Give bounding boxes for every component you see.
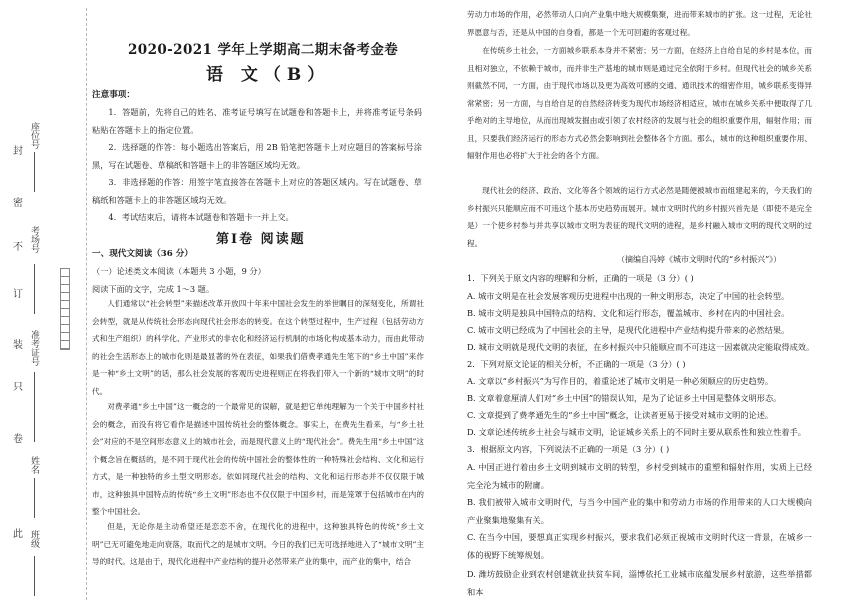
seal-char: 订 <box>13 289 23 300</box>
exam-title: 2020-2021 学年上学期高二期末备考金卷 <box>128 42 399 58</box>
field-candidate-number: 准考证号 <box>29 330 39 366</box>
answer-option[interactable]: D. 城市文明就是现代文明的表征，在乡村振兴中只能顺应而不可违这一因素就决定能取得成效。 <box>467 342 815 352</box>
seal-char: 此 <box>13 529 23 540</box>
seal-char: 卷 <box>13 434 23 445</box>
seal-char: 装 <box>13 340 23 351</box>
question-stem: 2．下列对原文论证的相关分析，不正确的一项是（3 分）( ) <box>467 359 686 369</box>
passage-paragraph: 但是，无论你是主动希望还是恋恋不舍，在现代化的进程中，这种独具特色的传统“乡土文明”已无可避免地走向衰落，取而代之的是城市文明。今日的我们已无可选择地进入了“城市文明”主导的时代。这是由于，现代化进程中产业结构的提升必然带来产业的集中，而产业的集中，结合 <box>92 522 424 566</box>
answer-option[interactable]: B. 我们被带入城市文明时代，与当今中国产业的集中和劳动力市场的作用带来的人口大规模向产业聚集地聚集有关。 <box>467 497 812 525</box>
field-name: 姓名 <box>29 456 39 474</box>
notes-heading: 注意事项： <box>92 90 135 100</box>
passage-source: （摘编自冯婷《城市文明时代的“乡村振兴”》） <box>617 255 782 264</box>
part-title: 第Ⅰ卷 阅读题 <box>216 232 306 247</box>
field-exam-room: 考场号 <box>29 226 39 253</box>
note-item: 2．选择题的作答：每小题选出答案后，用 2B 铅笔把答题卡上对应题目的答案标号涂黑，写在试题卷、草稿纸和答题卡上的非答题区域均无效。 <box>92 142 422 170</box>
passage-paragraph: 对费孝通“乡土中国”这一概念的一个最常见的误解，就是把它单纯理解为一个关于中国乡村社会的概念，而没有将它看作是描述中国传统社会的整体概念。事实上，在费先生看来，与“乡土社会”对应的不是空间形态意义上的城市社会，而是现代意义上的“现代社会”。费先生用“乡土中国”这个概念旨在概括的，是不同于现代社会的传统中国社会的整体性的一种特殊社会结构、文化和运行方式，是一种独特的乡土型文明形态。依如同现代社会的结构、文化和运行形态并不仅仅限于城市，这种独具中国特点的传统“乡土文明”形态也不仅仅限于中国乡村，而是笼罩于包括城市在内的整个中国社会。 <box>92 402 424 516</box>
binding-margin <box>0 0 86 608</box>
answer-option[interactable]: A. 中国正进行着由乡土文明到城市文明的转型，乡村受到城市的重塑和辐射作用，实质上已经完全沦为城市的附庸。 <box>467 462 812 490</box>
reading-instruction: 阅读下面的文字，完成 1～3 题。 <box>92 284 215 294</box>
passage-paragraph: 人们通常以“社会转型”来描述改革开放四十年来中国社会发生的举世瞩目的深刻变化，所谓社会转型，就是从传统社会形态向现代社会形态的转变。在这个转型过程中，生产过程（包括劳动方式和生产组织）的科学化、产业形式的非农化和经济运行机制的市场化构成基本动力，而由此带动的社会生活形态上的城市化则是最显著的外在表征，如果我们借费孝通先生笔下的“乡土中国”来作是一种“乡土文明”的话，那么社会发展的客观历史进程则正在将我们带入一个新的“城市文明”的时代。 <box>92 299 424 396</box>
exam-room-line[interactable] <box>34 264 35 314</box>
answer-option[interactable]: A. 文章以“乡村振兴”为写作目的，着重论述了城市文明是一种必须顺应的历史趋势。 <box>467 376 774 386</box>
question-stem: 1．下列关于原文内容的理解和分析，正确的一项是（3 分）( ) <box>467 273 694 283</box>
seal-char: 不 <box>13 242 23 253</box>
passage-paragraph: 在传统乡土社会，一方面城乡联系本身并不紧密；另一方面，在经济上自给自足的乡村是本位，而且相对独立，不依赖于城市，而并非生产基地的城市则是通过完全依附于乡村。但现代社会的城乡关系则截然不同，一方面，由于现代市场以及更为高效可感的交通、通讯技术的细密作用，城乡联系变得异常紧密；另一方面，与自给自足的自然经济转变为现代市场经济相适应，城市在城乡关系中便取得了几乎绝对的主导地位，从而出现城发掘由或引领了农村经济的发展与社会的组织重要作用，辐射作用；而且，只要我们经济运行的形态方式必然会影响到社会整体各个方面。那么，城市的这种组织重要作用、辐射作用也必将扩大于社会的各个方面。 <box>467 46 812 160</box>
seat-number-line[interactable] <box>34 152 35 192</box>
answer-option[interactable]: C. 文章提到了费孝通先生的“乡土中国”概念，让读者更易于接受对城市文明的论述。 <box>467 410 774 420</box>
answer-option[interactable]: B. 城市文明是独具中国特点的结构、文化和运行形态，覆盖城市、乡村在内的中国社会。 <box>467 308 790 318</box>
page-divider <box>86 8 87 600</box>
note-item: 4．考试结束后，请将本试题卷和答题卡一并上交。 <box>108 212 294 222</box>
section-heading: 一、现代文阅读（36 分） <box>92 249 193 259</box>
answer-option[interactable]: A. 城市文明是在社会发展客观历史进程中出现的一种文明形态，决定了中国的社会转型。 <box>467 291 790 301</box>
answer-option[interactable]: C. 在当今中国，要想真正实现乡村振兴，要求我们必须正视城市文明时代这一背景，在城乡一体的视野下统筹规划。 <box>467 532 812 560</box>
name-line[interactable] <box>34 478 35 518</box>
subject-title: 语 文（B） <box>206 65 331 85</box>
note-item: 3．非选择题的作答：用签字笔直接答在答题卡上对应的答题区域内。写在试题卷、草稿纸和答题卡上的非答题区域均无效。 <box>92 177 422 205</box>
answer-option[interactable]: D. 文章论述传统乡土社会与城市文明，论证城乡关系上的不同时主要从联系性和独立性着手。 <box>467 427 806 437</box>
subsection-heading: （一）论述类文本阅读（本题共 3 小题，9 分） <box>92 266 266 276</box>
note-item: 1．答题前，先将自己的姓名、准考证号填写在试题卷和答题卡上，并将准考证号条码粘贴在答题卡上的指定位置。 <box>92 107 422 135</box>
answer-option[interactable]: D. 潍坊鼓励企业到农村创建就业扶贫车间，淄博依托工业城市底蕴发展乡村旅游，这些举措都和本 <box>467 569 812 597</box>
class-line[interactable] <box>34 556 35 596</box>
seal-char: 密 <box>13 198 23 209</box>
seal-char: 封 <box>13 146 23 157</box>
candidate-number-boxes[interactable] <box>60 268 70 350</box>
passage-paragraph: 现代社会的经济、政治、文化等各个领域的运行方式必然是随便被城市而组建起来的，今天我们的乡村振兴只能顺应而不可违这个基本历史趋势而展开。城市文明时代的乡村振兴首先是（即使不是完全是）一个使乡村参与并共享以城市文明为表征的现代文明的进程，是乡村融入城市文明的现代文明的过程。 <box>467 186 812 248</box>
passage-continuation: 劳动力市场的作用，必然带动人口向产业集中地大规模集聚，进而带来城市的扩张。这一过程，无论社界愿意与否，还是从中国的自身看，都是一个无可回避的客观过程。 <box>467 10 812 37</box>
seal-char: 只 <box>13 382 23 393</box>
answer-option[interactable]: C. 城市文明已经成为了中国社会的主导，是现代化进程中产业结构提升带来的必然结果。 <box>467 325 790 335</box>
field-class: 班级 <box>29 530 39 548</box>
candidate-number-line[interactable] <box>34 372 35 442</box>
question-stem: 3．根据原文内容，下列说法不正确的一项是（3 分）( ) <box>467 444 670 454</box>
answer-option[interactable]: B. 文章着意厘清人们对“乡土中国”的错误认知，是为了论证乡土中国是整体文明形态。 <box>467 393 782 403</box>
field-seat-number: 座位号 <box>29 122 39 149</box>
